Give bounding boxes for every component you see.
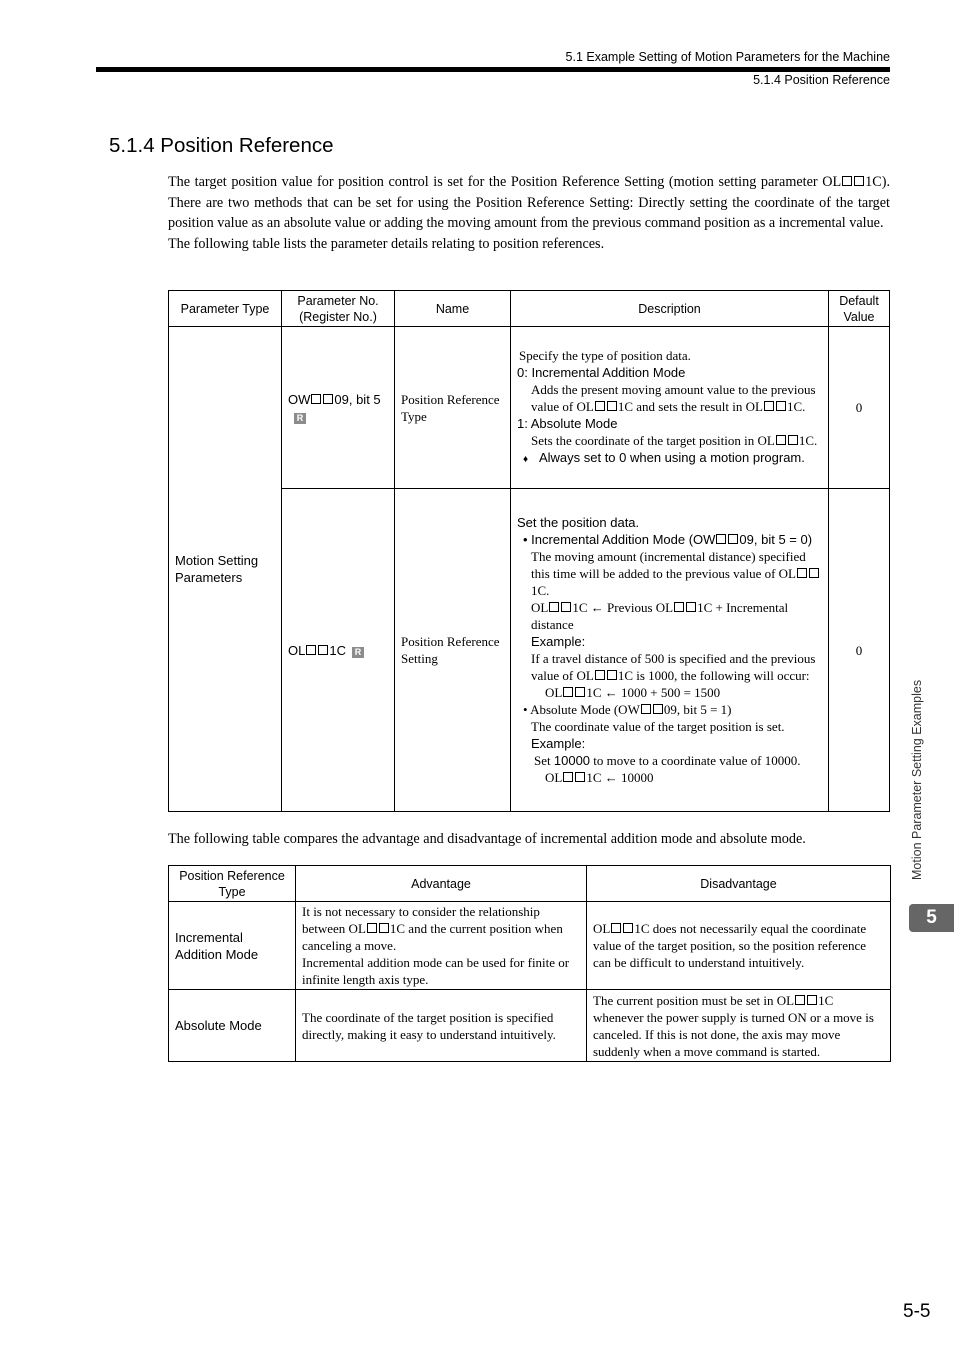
running-header-subsection: 5.1.4 Position Reference	[753, 73, 890, 87]
advantage-incremental: It is not necessary to consider the relationship between OL 1C and the current position when canceling a move. Incremental addition mode can be used for finite or infinite length axis type.	[296, 902, 587, 990]
header-parameter-no: Parameter No. (Register No.)	[282, 291, 395, 327]
name-position-reference-type: Position Reference Type	[395, 327, 511, 489]
side-chapter-title: Motion Parameter Setting Examples	[910, 679, 924, 880]
parameter-table	[168, 290, 890, 812]
disadvantage-absolute: The current position must be set in OL 1C whenever the power supply is turned ON or a move is canceled. If this is not done, the axis may move suddenly when a move command is started.	[587, 990, 891, 1062]
name-position-reference-setting: Position Reference Setting	[395, 489, 511, 812]
header-default-value: Default Value	[829, 291, 890, 327]
header-position-reference-type: Position Reference Type	[169, 866, 296, 902]
intro-text	[168, 172, 890, 254]
advantage-absolute: The coordinate of the target position is specified directly, making it easy to understand intuitively.	[296, 990, 587, 1062]
comparison-intro: The following table compares the advantage and disadvantage of incremental addition mode and absolute mode.	[168, 831, 806, 847]
description-position-reference-setting: Set the position data. • Incremental Addition Mode (OW 09, bit 5 = 0) The moving amount (incremental distance) specified this time will be added to the previous value of OL1C. OL 1C ← Previous OL 1C + Incremental distance Example: If a travel distance of 500 is specified and the previous value of OL 1C is 1000, the following will occur: OL 1C ← 1000 + 500 = 1500 • Absolute Mode (OW 09, bit 5 = 1) The coordinate value of the target position is set. Example: Set 10000 to move to a coordinate value of 10000. OL 1C ← 10000	[511, 489, 829, 812]
description-position-reference-type: Specify the type of position data. 0: Incremental Addition Mode Adds the present moving amount value to the previous value of OL 1C and sets the result in OL 1C. 1: Absolute Mode Sets the coordinate of the target position in OL 1C. ♦ Always set to 0 when using a motion program.	[511, 327, 829, 489]
default-position-reference-setting: 0	[829, 489, 890, 812]
register-r-icon: R	[352, 647, 364, 658]
default-position-reference-type: 0	[829, 327, 890, 489]
header-rule	[96, 67, 890, 72]
comparison-table	[168, 865, 891, 1062]
type-absolute-mode: Absolute Mode	[169, 990, 296, 1062]
intro-paragraph-1: The target position value for position control is set for the Position Reference Setting (motion setting parameter OL 1C). There are two methods that can be set for using the Position Reference Setting: Directly setting the coordinate of the target position value as an absolute value or adding the moving amount from the previous command position as a incremental value.	[168, 174, 890, 231]
header-description: Description	[511, 291, 829, 327]
placeholder-box-icon	[842, 176, 852, 186]
header-advantage: Advantage	[296, 866, 587, 902]
header-disadvantage: Disadvantage	[587, 866, 891, 902]
section-title: 5.1.4 Position Reference	[109, 134, 334, 157]
param-no-position-reference-type: OW 09, bit 5R	[282, 327, 395, 489]
param-type-cell: Motion Setting Parameters	[169, 327, 282, 812]
chapter-tab: 5	[909, 904, 954, 932]
diamond-bullet-icon: ♦	[523, 454, 529, 465]
disadvantage-incremental: OL 1C does not necessarily equal the coordinate value of the target position, so the position reference can be difficult to understand intuitively.	[587, 902, 891, 990]
placeholder-box-icon	[854, 176, 864, 186]
header-parameter-type: Parameter Type	[169, 291, 282, 327]
running-header-section: 5.1 Example Setting of Motion Parameters for the Machine	[565, 50, 890, 64]
register-r-icon: R	[294, 413, 306, 424]
param-no-position-reference-setting: OL 1C R	[282, 489, 395, 812]
page-number: 5-5	[903, 1301, 931, 1322]
type-incremental-addition-mode: Incremental Addition Mode	[169, 902, 296, 990]
header-name: Name	[395, 291, 511, 327]
intro-paragraph-2: The following table lists the parameter details relating to position references.	[168, 235, 605, 252]
